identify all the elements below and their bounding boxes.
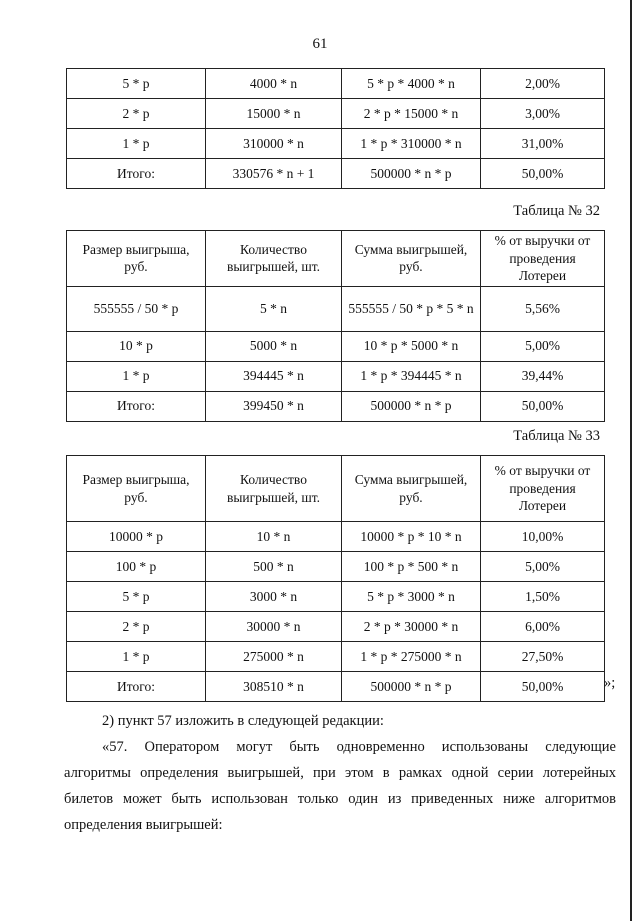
table-cell: 5 * р	[67, 69, 206, 99]
table-row	[67, 159, 605, 189]
table-cell: 1 * р * 310000 * n	[342, 129, 481, 159]
table-row	[67, 391, 605, 421]
table-cell: 27,50%	[481, 642, 605, 672]
table-cell: 2,00%	[481, 69, 605, 99]
table-cell: Итого:	[67, 672, 206, 702]
scan-edge-line	[630, 0, 632, 921]
table-32-header	[67, 231, 605, 287]
table-row	[67, 672, 605, 702]
table-cell: 5,00%	[481, 552, 605, 582]
table-cell: 10000 * р	[67, 522, 206, 552]
table-32	[66, 230, 605, 422]
table-cell: 2 * р * 15000 * n	[342, 99, 481, 129]
table-33-caption: Таблица № 33	[513, 428, 600, 444]
table-cell: 5 * n	[206, 286, 342, 331]
table-31-body	[67, 69, 605, 189]
table-cell: 10 * р * 5000 * n	[342, 331, 481, 361]
table-32-caption: Таблица № 32	[513, 203, 600, 219]
table-cell: 308510 * n	[206, 672, 342, 702]
table-cell: 500000 * n * р	[342, 672, 481, 702]
table-33-body	[67, 522, 605, 702]
table-32-body	[67, 286, 605, 421]
table-cell: 1 * р	[67, 129, 206, 159]
table-cell: 1 * р * 394445 * n	[342, 361, 481, 391]
table-row	[67, 552, 605, 582]
table-cell: 5 * р * 4000 * n	[342, 69, 481, 99]
table-cell: 31,00%	[481, 129, 605, 159]
table-33	[66, 455, 605, 702]
table-cell: 39,44%	[481, 361, 605, 391]
table-row	[67, 361, 605, 391]
table-cell: 310000 * n	[206, 129, 342, 159]
table-row	[67, 522, 605, 552]
table-cell: 500000 * n * р	[342, 159, 481, 189]
page-number: 61	[312, 36, 328, 52]
table-cell: 500000 * n * р	[342, 391, 481, 421]
table-cell: 10,00%	[481, 522, 605, 552]
paragraph-57-line: билетов может быть использован только один из приведенных ниже алгоритмов	[64, 791, 616, 807]
table-header-cell: Количество выигрышей, шт.	[206, 231, 342, 287]
table-cell: 5000 * n	[206, 331, 342, 361]
table-cell: 394445 * n	[206, 361, 342, 391]
table-cell: 399450 * n	[206, 391, 342, 421]
table-header-row	[67, 231, 605, 287]
table-cell: 275000 * n	[206, 642, 342, 672]
table-header-cell: Размер выигрыша, руб.	[67, 231, 206, 287]
table-cell: Итого:	[67, 159, 206, 189]
table-cell: 50,00%	[481, 672, 605, 702]
table-cell: 555555 / 50 * р	[67, 286, 206, 331]
paragraph-item-2: 2) пункт 57 изложить в следующей редакции:	[102, 713, 384, 729]
table-cell: 10 * р	[67, 331, 206, 361]
table-cell: 555555 / 50 * р * 5 * n	[342, 286, 481, 331]
table-cell: 5,56%	[481, 286, 605, 331]
closing-quote-mark: »;	[604, 675, 616, 691]
table-row	[67, 69, 605, 99]
table-cell: 30000 * n	[206, 612, 342, 642]
paragraph-57-line: «57. Оператором могут быть одновременно использованы следующие	[102, 739, 616, 755]
table-cell: 3,00%	[481, 99, 605, 129]
table-33-header	[67, 456, 605, 522]
table-row	[67, 129, 605, 159]
table-cell: 1,50%	[481, 582, 605, 612]
table-header-row	[67, 456, 605, 522]
table-cell: 50,00%	[481, 391, 605, 421]
table-cell: Итого:	[67, 391, 206, 421]
table-cell: 4000 * n	[206, 69, 342, 99]
table-cell: 5 * р	[67, 582, 206, 612]
paragraph-57	[64, 734, 616, 838]
table-31-continued	[66, 68, 605, 189]
table-header-cell: Сумма выигрышей, руб.	[342, 456, 481, 522]
table-header-cell: Количество выигрышей, шт.	[206, 456, 342, 522]
table-cell: 5 * р * 3000 * n	[342, 582, 481, 612]
paragraph-57-line: алгоритмы определения выигрышей, при этом в рамках одной серии лотерейных	[64, 765, 616, 781]
table-cell: 10000 * р * 10 * n	[342, 522, 481, 552]
table-cell: 1 * р * 275000 * n	[342, 642, 481, 672]
table-row	[67, 582, 605, 612]
table-cell: 2 * р	[67, 99, 206, 129]
table-cell: 100 * р	[67, 552, 206, 582]
table-cell: 6,00%	[481, 612, 605, 642]
table-cell: 3000 * n	[206, 582, 342, 612]
table-header-cell: Размер выигрыша, руб.	[67, 456, 206, 522]
table-cell: 5,00%	[481, 331, 605, 361]
table-cell: 100 * р * 500 * n	[342, 552, 481, 582]
table-cell: 10 * n	[206, 522, 342, 552]
table-cell: 50,00%	[481, 159, 605, 189]
table-cell: 1 * р	[67, 361, 206, 391]
table-row	[67, 612, 605, 642]
table-cell: 2 * р	[67, 612, 206, 642]
table-row	[67, 99, 605, 129]
table-cell: 2 * р * 30000 * n	[342, 612, 481, 642]
table-header-cell: Сумма выигрышей, руб.	[342, 231, 481, 287]
table-cell: 1 * р	[67, 642, 206, 672]
table-row	[67, 642, 605, 672]
table-header-cell: % от выручки от проведения Лотереи	[481, 231, 605, 287]
table-row	[67, 331, 605, 361]
table-cell: 15000 * n	[206, 99, 342, 129]
table-header-cell: % от выручки от проведения Лотереи	[481, 456, 605, 522]
table-cell: 330576 * n + 1	[206, 159, 342, 189]
table-row	[67, 286, 605, 331]
paragraph-57-line: определения выигрышей:	[64, 817, 223, 833]
table-cell: 500 * n	[206, 552, 342, 582]
